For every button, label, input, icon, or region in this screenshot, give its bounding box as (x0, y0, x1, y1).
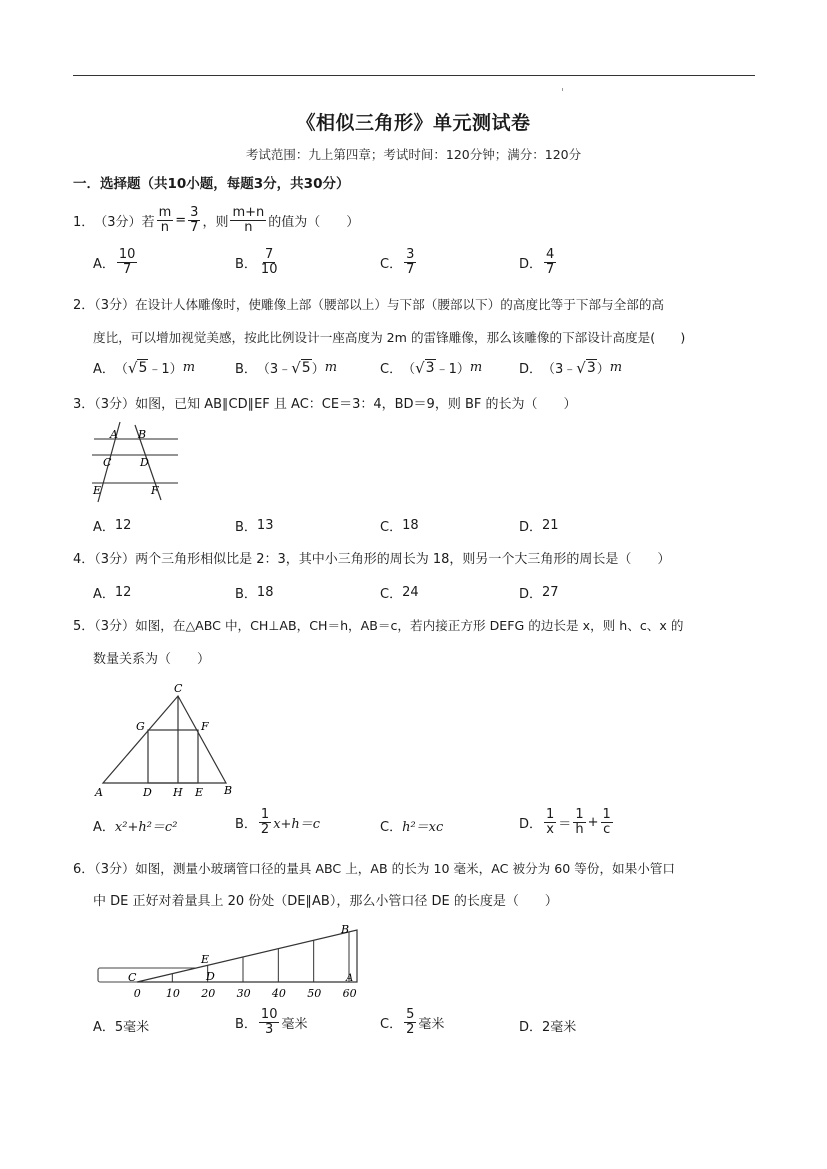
option-frac (404, 1008, 416, 1036)
frac-num: 10 (260, 1007, 278, 1022)
option-post: ﹣1） (435, 362, 470, 377)
option-label: A． (93, 1020, 115, 1035)
frac-num: 10 (118, 247, 136, 262)
q1-option-a[interactable] (93, 248, 139, 276)
gauge-tick-label: 50 (307, 987, 322, 1000)
label-a: A (346, 973, 354, 984)
q2-line1: 在设计人体雕像时，使雕像上部（腰部以上）与下部（腰部以下）的高度比等于下部与全部的高 (135, 297, 664, 312)
q1-score: （3分） (94, 214, 142, 230)
q1-option-d[interactable] (519, 248, 558, 276)
q5-option-d[interactable] (519, 808, 615, 836)
label-b: B (341, 923, 350, 936)
option-post: 毫米 (281, 1016, 308, 1032)
q1-frac-mn-n (230, 206, 266, 234)
q6-option-b[interactable] (235, 1008, 307, 1036)
frac-den: h (575, 821, 584, 837)
q3-figure (90, 420, 190, 505)
gauge-tick-label: 10 (165, 987, 180, 1000)
question-3 (73, 393, 577, 412)
label-f: F (151, 484, 159, 497)
q5-score: （3分） (94, 619, 136, 634)
q5-option-c[interactable] (380, 816, 443, 835)
option-pre: （3﹣ (542, 362, 577, 377)
label-e: E (195, 786, 204, 798)
sqrt (291, 359, 311, 377)
frac-den: c (603, 821, 611, 837)
option-frac-x (544, 808, 556, 836)
radicand: 3 (586, 359, 596, 376)
q6-figure (95, 920, 370, 1002)
radicand: 5 (301, 359, 311, 376)
option-value: 13 (256, 518, 274, 533)
label-b: B (224, 784, 233, 797)
option-label: A． (93, 256, 115, 272)
sqrt (576, 359, 596, 377)
option-label: A． (93, 520, 115, 535)
page-title: 《相似三角形》单元测试卷 (296, 112, 531, 134)
option-frac (404, 248, 416, 276)
q4-option-b[interactable] (235, 583, 273, 602)
sqrt (128, 359, 148, 377)
q4-text: 两个三角形相似比是 2：3，其中小三角形的周长为 18，则另一个大三角形的周长是（ ） (135, 552, 671, 567)
q1-option-b[interactable] (235, 248, 281, 276)
gauge-tick-label: 30 (236, 987, 251, 1000)
frac-den: 7 (123, 261, 132, 277)
question-1 (73, 206, 359, 234)
q3-number: 3． (73, 397, 95, 412)
frac-den: n (244, 219, 253, 235)
option-unit: m (469, 360, 483, 375)
frac-den: 7 (546, 261, 555, 277)
frac-num: 7 (265, 247, 274, 262)
label-c: C (128, 971, 137, 984)
q2-option-b[interactable] (235, 358, 337, 377)
option-unit: m (609, 360, 623, 375)
q6-score: （3分） (94, 862, 136, 877)
option-post: ） (311, 362, 325, 377)
sqrt (415, 359, 435, 377)
option-value: 5毫米 (114, 1020, 150, 1035)
option-label: A． (93, 587, 115, 602)
section-heading: 一．选择题（共10小题，每题3分，共30分） (73, 176, 350, 192)
radical-icon: √ (127, 358, 138, 377)
label-f: F (201, 720, 209, 733)
option-label: C． (380, 520, 403, 535)
q2-score: （3分） (94, 298, 136, 313)
label-d: D (140, 456, 149, 469)
frac-num: 3 (190, 205, 199, 220)
q3-option-c[interactable] (380, 516, 419, 535)
q1-text-c: 的值为（ ） (268, 214, 360, 230)
q5-figure (90, 680, 250, 798)
q3-text: 如图，已知 AB∥CD∥EF 且 AC：CE＝3：4，BD＝9，则 BF 的长为（ ） (135, 397, 577, 412)
q1-number: 1． (73, 214, 95, 230)
option-post: x+h＝c (273, 816, 321, 832)
frac-den: 10 (260, 261, 278, 277)
q1-text-b: ，则 (202, 214, 229, 230)
frac-den: n (160, 219, 170, 235)
frac-num: 1 (260, 807, 270, 822)
option-label: D． (519, 362, 543, 377)
q6-line2: 中 DE 正好对着量具上 20 份处（DE∥AB），那么小管口径 DE 的长度是（ ） (93, 894, 558, 909)
q6-option-a[interactable] (93, 1016, 149, 1035)
q2-number: 2． (73, 298, 95, 313)
q1-option-c[interactable] (380, 248, 418, 276)
option-label: B． (235, 587, 257, 602)
option-label: D． (519, 816, 543, 832)
q2-option-c[interactable] (380, 358, 482, 377)
option-value: 18 (402, 518, 419, 533)
option-label: C． (380, 362, 403, 377)
frac-den: x (546, 821, 554, 837)
frac-den: 2 (260, 821, 270, 837)
header-rule (73, 75, 755, 76)
label-a: A (95, 786, 103, 798)
gauge-tick-label: 60 (342, 987, 357, 1000)
q6-option-c[interactable] (380, 1008, 444, 1036)
label-a: A (110, 428, 118, 441)
q4-option-d[interactable] (519, 583, 559, 602)
option-label: B． (235, 520, 257, 535)
gauge-tick-label: 20 (201, 987, 216, 1000)
option-value: x²+h²＝c² (114, 820, 178, 835)
option-post: ﹣1） (148, 362, 183, 377)
frac-num: 1 (602, 807, 611, 822)
option-value: 12 (114, 518, 132, 533)
option-frac (544, 248, 556, 276)
option-frac (259, 808, 271, 836)
q4-score: （3分） (94, 552, 136, 567)
frac-num: 1 (546, 807, 555, 822)
frac-den: 7 (190, 219, 199, 235)
option-label: B． (235, 1016, 257, 1032)
option-value: 18 (256, 585, 274, 600)
option-value: 2毫米 (542, 1020, 577, 1035)
label-b: B (138, 428, 147, 441)
question-2 (73, 294, 664, 313)
option-label: C． (380, 256, 403, 272)
radical-icon: √ (415, 358, 425, 377)
option-frac (259, 248, 280, 276)
gauge-abc (137, 930, 357, 982)
q4-option-c[interactable] (380, 583, 419, 602)
frac-den: 2 (406, 1021, 415, 1037)
q1-frac-3-7 (188, 206, 200, 234)
option-value: 21 (542, 518, 559, 533)
q3-option-b[interactable] (235, 516, 273, 535)
q4-number: 4． (73, 552, 95, 567)
frac-num: 1 (575, 807, 584, 822)
frac-num: m (158, 205, 172, 220)
option-label: C． (380, 587, 403, 602)
q6-option-d[interactable] (519, 1016, 576, 1035)
q5-option-b[interactable] (235, 808, 320, 836)
option-frac (259, 1008, 280, 1036)
q1-frac-m-n (157, 206, 174, 234)
q5-line1: 如图，在△ABC 中，CH⊥AB，CH＝h，AB＝c，若内接正方形 DEFG 的边长是 x，则 h、c、x 的 (135, 618, 684, 633)
q3-score: （3分） (94, 397, 136, 412)
option-label: C． (380, 1016, 403, 1032)
option-frac-h (573, 808, 585, 836)
q5-line2: 数量关系为（ ） (93, 652, 211, 667)
radical-icon: √ (576, 358, 586, 377)
q5-number: 5． (73, 619, 95, 634)
operator: ＝ (558, 816, 572, 832)
header-mark (562, 88, 563, 91)
q1-eq: = (175, 212, 187, 228)
option-unit: m (182, 360, 196, 375)
label-h: H (173, 786, 183, 798)
option-label: B． (235, 816, 257, 832)
option-label: C． (380, 820, 403, 835)
gauge-tick-label: 40 (271, 987, 286, 1000)
question-6 (73, 858, 675, 877)
q5-option-a[interactable] (93, 816, 177, 835)
option-pre: （ (114, 362, 128, 377)
question-4 (73, 548, 670, 567)
label-c: C (103, 456, 112, 469)
option-value: h²＝xc (402, 820, 444, 835)
question-5 (73, 615, 683, 634)
label-g: G (136, 720, 145, 733)
q6-line1: 如图，测量小玻璃管口径的量具 ABC 上，AB 的长为 10 毫米，AC 被分为 60 等份，如果小管口 (135, 861, 676, 876)
option-label: D． (519, 1020, 543, 1035)
frac-num: 4 (546, 247, 555, 262)
option-value: 24 (402, 585, 419, 600)
exam-info: 考试范围：九上第四章；考试时间：120分钟；满分：120分 (245, 147, 582, 162)
label-e: E (93, 484, 102, 497)
label-d: D (143, 786, 152, 798)
radicand: 5 (138, 359, 148, 376)
q3-option-a[interactable] (93, 516, 131, 535)
square-defg (148, 730, 198, 783)
option-label: A． (93, 820, 115, 835)
frac-num: 5 (406, 1007, 415, 1022)
option-label: B． (235, 256, 257, 272)
option-frac (117, 248, 138, 276)
q4-option-a[interactable] (93, 583, 131, 602)
option-post: ） (596, 362, 610, 377)
triangle-abc (103, 696, 226, 783)
frac-den: 7 (406, 261, 415, 277)
label-d: D (206, 970, 215, 983)
option-value: 12 (114, 585, 132, 600)
option-pre: （3﹣ (256, 362, 292, 377)
option-pre: （ (402, 362, 416, 377)
q1-text-a: 若 (141, 214, 155, 230)
option-unit: m (324, 360, 338, 375)
operator: + (587, 814, 599, 830)
q2-option-d[interactable] (519, 358, 622, 377)
q6-number: 6． (73, 862, 95, 877)
option-frac-c (601, 808, 613, 836)
frac-num: 3 (406, 247, 415, 262)
option-post: 毫米 (418, 1016, 445, 1032)
label-c: C (174, 682, 183, 695)
q2-option-a[interactable] (93, 358, 195, 377)
radicand: 3 (425, 359, 435, 376)
frac-num: m+n (232, 205, 265, 220)
q2-line2: 度比，可以增加视觉美感，按此比例设计一座高度为 2m 的雷锋雕像，那么该雕像的下部设计高度是( ) (93, 330, 686, 345)
q3-option-d[interactable] (519, 516, 559, 535)
option-value: 27 (542, 585, 559, 600)
label-e: E (201, 953, 210, 966)
option-label: A． (93, 362, 115, 377)
option-label: D． (519, 587, 543, 602)
option-label: D． (519, 256, 543, 272)
option-label: B． (235, 362, 257, 377)
gauge-tick-label: 0 (133, 987, 141, 1000)
frac-den: 3 (265, 1021, 274, 1037)
radical-icon: √ (291, 358, 301, 377)
option-label: D． (519, 520, 543, 535)
